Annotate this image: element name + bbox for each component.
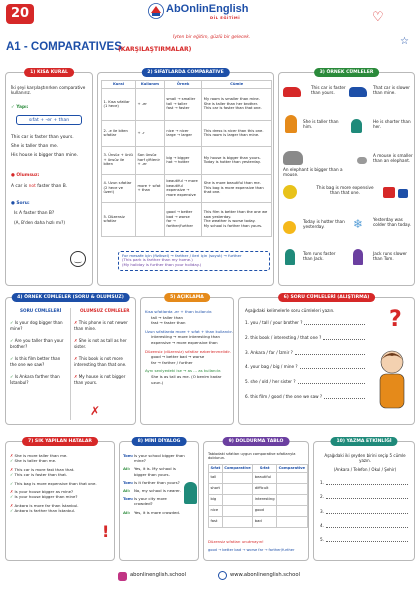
correct-sentence: ✓ This car is faster than that. [10, 472, 68, 478]
question-mark-icon: ? [389, 307, 402, 332]
table-row [102, 174, 272, 202]
table-row [102, 120, 272, 146]
answer-line[interactable] [304, 320, 365, 325]
explanation-line: far → farther / further [151, 359, 193, 365]
section-explanation [140, 297, 234, 425]
writing-item: 4. [320, 523, 408, 528]
page-title: A1 - COMPARATIVES [6, 41, 122, 53]
column-header: Cümle [202, 81, 272, 89]
answer-line[interactable] [323, 335, 365, 340]
website-link[interactable]: www.abonlinenglish.school [230, 572, 300, 578]
dialogue-line: Ali: Yes, it is more crowded. [123, 509, 181, 515]
section-header: 8) MİNİ DİYALOG [132, 437, 187, 446]
table-row [102, 146, 272, 174]
example-cell: small → smaller tall → taller fast → faster [164, 88, 201, 120]
use-cell: Son ünsüz harf çiftlenir + -er [136, 146, 165, 174]
table-row: tall beautiful [209, 472, 308, 483]
example-cell: big → bigger hot → hotter [164, 146, 201, 174]
star-icon: ☆ [400, 36, 409, 47]
table-row [102, 88, 272, 120]
list-item: ✓ Is this film better than the one we saw? [10, 356, 61, 367]
section-header: 6) SORU CÜMLELERİ (ALIŞTIRMA) [278, 293, 376, 302]
answer-cell[interactable] [277, 472, 307, 483]
blue-car-icon [349, 87, 367, 97]
section-adjective-comparatives [97, 72, 274, 286]
practice-item: 5. she / old / her sister ? [245, 379, 365, 384]
sentence-cell: This dress is nicer than this one. This room is larger than mine. [202, 120, 272, 146]
example-sentence: That car is slower than mine. [373, 85, 410, 96]
practice-list [245, 320, 365, 399]
correct-sentence: ✓ Is your house bigger than mine? [10, 494, 78, 500]
girl-icon [285, 115, 297, 133]
wrong-sentence: ✗ Is your house bigger as mine? [10, 489, 74, 495]
section-example-sentences [278, 72, 415, 286]
explanation-line: interesting → more interesting than [151, 334, 221, 340]
intro-text: İki şeyi karşılaştırırken comparative kullanırız. [11, 85, 86, 96]
column-header: Comparative [277, 465, 307, 473]
section-header: 10) YAZMA ETKİNLİĞİ [330, 437, 397, 446]
answer-cell[interactable] [277, 505, 307, 516]
practice-item: 6. this film / good / the one we saw ? [245, 394, 365, 399]
writing-item: 3. [320, 509, 408, 514]
use-cell: + -r [136, 120, 165, 146]
mouse-icon [357, 157, 367, 164]
dialogue-line: Ali: Yes, it is. My school is bigger than yours. [123, 466, 176, 477]
negative-example: A car is not faster than B. [11, 184, 68, 189]
example-sentence: Tom runs faster than Jack. [303, 251, 336, 262]
irregular-note-examples: good → better bad → worse far → farther/further [208, 548, 295, 552]
example-sentence: He is shorter than her. [373, 119, 411, 130]
answer-cell[interactable] [222, 505, 252, 516]
writing-item: 2. [320, 494, 408, 499]
question-translation: (A, B'den daha hızlı mı?) [14, 220, 65, 225]
bag-icon [398, 189, 408, 198]
use-cell: more + sıfat + than [136, 174, 165, 202]
example-cell: nice → nicer large → larger [164, 120, 201, 146]
question-heading: ● Soru: [11, 201, 30, 206]
section-header: 5) AÇIKLAMA [164, 293, 210, 302]
wrong-sentence: ✗ She is more taller than me. [10, 453, 68, 458]
brand-logo-icon [148, 3, 164, 19]
example-sentence: This car is faster than yours. [11, 135, 74, 140]
column-header: Comparative [222, 465, 252, 473]
section-header: 4) ÖRNEK CÜMLELER (SORU & OLUMSUZ) [11, 293, 130, 302]
irregular-note: Düzensiz sıfatları unutmayın! [208, 539, 264, 544]
question-column-heading: SORU CÜMLELERİ [20, 308, 62, 313]
use-cell: + -er [136, 88, 165, 120]
list-item: ✓ Are you taller than your brother? [10, 338, 64, 349]
example-sentence: She is taller than him. [303, 119, 339, 130]
rule-cell: 4. Uzun sıfatlar (2 hece ve üzeri) [102, 174, 136, 202]
table-row: big interesting [209, 494, 308, 505]
answer-line[interactable] [324, 394, 365, 399]
example-sentence: His house is bigger than mine. [11, 153, 78, 158]
table-row: nice good [209, 505, 308, 516]
wrong-sentence: ✗ Ankara is more far than İstanbul. [10, 502, 79, 508]
rule-cell: 1. Kısa sıfatlar (1 hece) [102, 88, 136, 120]
section-header: 3) ÖRNEK CÜMLELER [314, 68, 380, 77]
writing-instruction: Aşağıdaki iki şeyden birini seçip 5 cümle yazın. [324, 453, 406, 463]
runner-icon [353, 249, 363, 265]
sentence-cell: My room is smaller than mine. She is taller than her brother. This car is faster than that one. [202, 88, 272, 120]
column-header: Örnek [164, 81, 201, 89]
footer [0, 568, 420, 592]
explanation-list [145, 309, 233, 385]
writing-item: 1. [320, 480, 408, 485]
writing-options: (Ankara / Telefon / Okul / Şehir) [333, 467, 397, 472]
answer-cell[interactable] [222, 483, 252, 494]
correct-sentence: ✓ She is taller than me. [10, 458, 57, 464]
example-cell: good → better bad → worse far → farther/further [164, 202, 201, 236]
writing-list [320, 480, 408, 542]
mistakes-list [10, 453, 102, 514]
section-question-negative [5, 297, 136, 425]
explanation-line: Kısa sıfatlarda -er + than kullanılır. [145, 309, 213, 314]
list-item: ✗ This phone is not newer than mine. [74, 320, 128, 331]
instagram-handle[interactable]: abonlinenglish.school [130, 572, 187, 578]
answer-cell[interactable] [277, 516, 307, 527]
section-header: 9) DOLDURMA TABLO [223, 437, 290, 446]
table-row [102, 202, 272, 236]
writing-item: 5. [320, 537, 408, 542]
column-header: Kullanım [136, 81, 165, 89]
exclamation-icon: ! [102, 522, 110, 541]
answer-cell[interactable] [277, 483, 307, 494]
section-header: 1) KISA KURAL [24, 68, 74, 77]
answer-line[interactable] [300, 364, 365, 369]
dialogue-line: Tom: Is your city more crowded? [123, 496, 167, 507]
explanation-line: good → better bad → worse [151, 354, 205, 360]
brand-subtitle: DİL EĞİTİMİ [210, 15, 241, 20]
negative-list [74, 320, 134, 386]
section-mini-dialogue [119, 441, 199, 561]
question-list [10, 320, 68, 386]
negative-heading: ● Olumsuz: [11, 173, 40, 178]
list-item: ✗ She is not as tall as her sister. [74, 338, 127, 349]
practice-item: 1. you / tall / your brother ? [245, 320, 365, 325]
runner-icon [285, 249, 295, 265]
explanation-line: expensive → more expensive than [151, 339, 218, 345]
dialogue-list [123, 453, 185, 515]
elephant-icon [283, 151, 303, 165]
list-item: ✓ Is Ankara farther than İstanbul? [10, 374, 60, 385]
answer-cell[interactable] [222, 516, 252, 527]
section-short-rule [5, 72, 93, 286]
snowflake-icon: ❄ [353, 217, 364, 231]
answer-line[interactable] [326, 509, 408, 514]
practice-item: 2. this book / interesting / that one ? [245, 335, 365, 340]
example-sentence: A mouse is smaller than an elephant. [373, 153, 413, 164]
example-sentence: Today is hotter than yesterday. [303, 219, 345, 230]
number-badge: 20 [6, 4, 34, 24]
instagram-icon [118, 572, 127, 581]
explanation-line: tall → taller than [151, 314, 183, 320]
example-sentence: Jack runs slower than Tom. [373, 251, 408, 262]
example-sentence: She is taller than me. [11, 144, 59, 149]
correct-sentence: ✓ Ankara is farther than İstanbul. [10, 508, 76, 514]
answer-cell[interactable] [277, 494, 307, 505]
sun-icon [283, 221, 296, 234]
farther-further-note: For mesafe için (fiziksel) → farther / ileri için (soyut) → further (This park is farther than my home.) (My holiday is further than your holiday.) [118, 251, 270, 271]
rule-cell: 5. Düzensiz sıfatlar [102, 202, 136, 236]
slogan: İyten bir eğitim, güzlü bir gelecek. [173, 35, 251, 40]
example-sentence: This bag is more expensive than that one. [316, 185, 374, 196]
boy-icon [351, 119, 362, 133]
table-row: short difficult [209, 483, 308, 494]
column-divider [70, 308, 71, 420]
section-header: 7) SIK YAPILAN HATALAR [22, 437, 98, 446]
list-item: ✗ My house is not bigger than yours. [74, 374, 126, 385]
red-car-icon [283, 87, 301, 97]
column-header: Kural [102, 81, 136, 89]
brand-name: AbOnlinEnglish [166, 3, 249, 15]
fill-instruction: Tablodaki sıfatları uygun comparative sıfatlarıyla doldurun. [208, 452, 296, 461]
explanation-line: Aynı seviyedeki ise → as ... as kullanılır. [145, 368, 222, 374]
answer-line[interactable] [326, 480, 408, 485]
wrong-sentence: ✗ This car is more fast than that. [10, 466, 75, 472]
example-list [11, 133, 91, 160]
list-item: ✗ This book is not more interesting than that one. [74, 356, 127, 367]
answer-line[interactable] [295, 350, 365, 355]
correct-sentence: ✓ This bag is more expensive than that one. [10, 480, 97, 486]
heart-icon: ♡ [372, 10, 384, 25]
page-title-sub: (KARŞILAŞTIRMALAR) [118, 46, 192, 53]
table-header-row [209, 465, 308, 473]
answer-line[interactable] [298, 379, 365, 384]
dialogue-line: Tom: Is your school bigger than mine? [123, 453, 185, 464]
globe-icon [218, 571, 227, 580]
rule-cell: 2. -e ile biten sıfatlar [102, 120, 136, 146]
answer-cell[interactable] [222, 494, 252, 505]
section-common-mistakes [5, 441, 115, 561]
smiley-icon: ‿ [70, 251, 86, 267]
section-writing-activity [313, 441, 415, 561]
sentence-cell: She is more beautiful than me. This bag is more expensive than that one. [202, 174, 272, 202]
explanation-line: Uzun sıfatlarda more + sıfat + than kullanılır. [145, 328, 233, 334]
table-header-row [102, 81, 272, 89]
thinking-boy-icon [375, 348, 409, 410]
sentence-cell: This film is better than the one we saw yesterday. The weather is worse today. My school is farther than yours. [202, 202, 272, 236]
section-fill-table [203, 441, 309, 561]
practice-instruction: Aşağıdaki kelimelerle soru cümleleri yazın. [245, 308, 335, 313]
use-cell [136, 202, 165, 236]
explanation-line: She is as tall as me. (O benim kadar uzun.) [151, 373, 222, 385]
formula-box: sıfat + -er + than [16, 115, 82, 125]
rule-cell: 3. Ünsüz + ünlü + ünsüz ile biten [102, 146, 136, 174]
answer-line[interactable] [326, 494, 408, 499]
explanation-line: fast → faster than [151, 320, 186, 326]
section-header: 2) SIFATLARDA COMPARATIVE [141, 68, 229, 77]
explanation-line: Düzensiz (düzensiz) sıfatlar ezberlenmelidir. [145, 348, 231, 354]
sentence-cell: My house is bigger than yours. Today is hotter than yesterday. [202, 146, 272, 174]
example-sentence: Yesterday was colder than today. [373, 217, 411, 228]
question-example: Is A faster than B? [14, 211, 55, 216]
dialogue-line: Ali: No, my school is nearer. [123, 488, 181, 494]
kid-icon [184, 482, 197, 504]
example-cell: beautiful → more beautiful expensive → more expensive [164, 174, 201, 202]
structure-heading: ✓ Yapı: [11, 105, 29, 110]
bag-icon [383, 187, 395, 198]
practice-item: 4. your bag / big / mine ? [245, 364, 365, 369]
negative-column-heading: OLUMSUZ CÜMLELER [80, 308, 130, 313]
cross-mark-icon: ✗ [90, 404, 101, 418]
practice-item: 3. Ankara / far / İzmir ? [245, 350, 365, 355]
table-row: fast bad [209, 516, 308, 527]
example-sentence: An elephant is bigger than a mouse. [283, 167, 343, 178]
answer-line[interactable] [326, 537, 408, 542]
fill-table [208, 464, 307, 528]
answer-line[interactable] [326, 523, 408, 528]
example-sentence: This car is faster than yours. [311, 85, 346, 96]
dialogue-line: Tom: Is it farther than yours? [123, 479, 180, 485]
answer-cell[interactable] [222, 472, 252, 483]
price-tag-icon [283, 185, 297, 199]
column-header: Sıfat [253, 465, 277, 473]
column-header: Sıfat [209, 465, 223, 473]
list-item: ✓ Is your dog bigger than mine? [10, 320, 63, 331]
comparative-table [101, 80, 272, 237]
section-question-practice [238, 297, 415, 425]
